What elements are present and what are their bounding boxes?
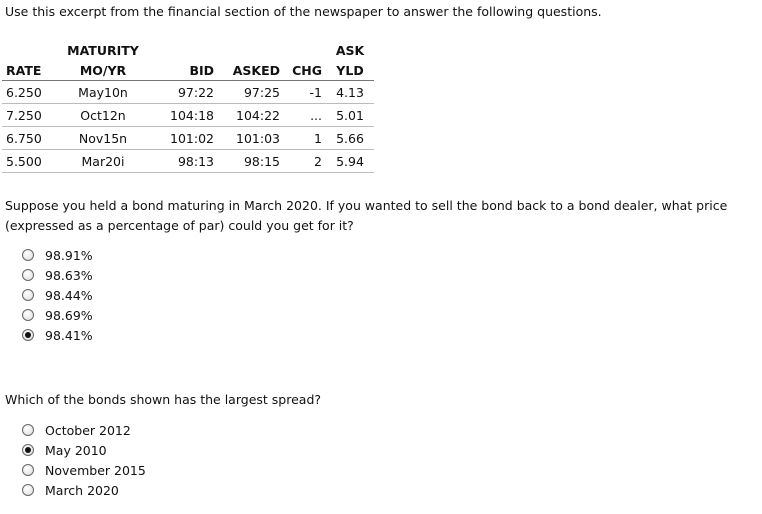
cell-bid: 101:02 [152, 127, 218, 150]
radio-button-icon[interactable] [22, 484, 34, 496]
cell-yield: 4.13 [326, 81, 374, 104]
bond-quotes-table [2, 40, 374, 173]
header-chg-top [284, 40, 326, 60]
header-chg: CHG [284, 60, 326, 81]
cell-rate: 6.750 [2, 127, 54, 150]
radio-button-icon[interactable] [22, 249, 34, 261]
question-1-option[interactable] [22, 325, 93, 345]
table-row [2, 104, 374, 127]
cell-yield: 5.66 [326, 127, 374, 150]
cell-rate: 6.250 [2, 81, 54, 104]
cell-maturity: Oct12n [54, 104, 152, 127]
question-1-option[interactable] [22, 265, 93, 285]
header-yield: YLD [326, 60, 374, 81]
cell-asked: 101:03 [218, 127, 284, 150]
option-label: 98.44% [45, 287, 93, 303]
cell-bid: 97:22 [152, 81, 218, 104]
cell-maturity: Mar20i [54, 150, 152, 173]
question-1-text: Suppose you held a bond maturing in March 2020. If you wanted to sell the bond back to a bond dealer, what price (expressed as a percentage of par) could you get for it? [5, 198, 728, 233]
radio-button-icon[interactable] [22, 269, 34, 281]
table-header-row [2, 40, 374, 60]
radio-button-icon[interactable] [22, 424, 34, 436]
header-bid: BID [152, 60, 218, 81]
question-2-option[interactable] [22, 420, 146, 440]
option-label: May 2010 [45, 442, 107, 458]
cell-rate: 7.250 [2, 104, 54, 127]
header-maturity: MO/YR [54, 60, 152, 81]
question-2-option[interactable] [22, 480, 146, 500]
cell-chg: 1 [284, 127, 326, 150]
table-row [2, 150, 374, 173]
question-2-option[interactable] [22, 440, 146, 460]
cell-bid: 98:13 [152, 150, 218, 173]
header-asked: ASKED [218, 60, 284, 81]
header-rate-top [2, 40, 54, 60]
table-row [2, 127, 374, 150]
cell-chg: -1 [284, 81, 326, 104]
cell-rate: 5.500 [2, 150, 54, 173]
option-label: March 2020 [45, 482, 119, 498]
option-label: 98.41% [45, 327, 93, 343]
question-1-options [22, 245, 93, 345]
question-2-option[interactable] [22, 460, 146, 480]
option-label: October 2012 [45, 422, 131, 438]
cell-asked: 97:25 [218, 81, 284, 104]
option-label: 98.63% [45, 267, 93, 283]
radio-button-icon[interactable] [22, 444, 34, 456]
question-2-text: Which of the bonds shown has the largest spread? [5, 392, 322, 407]
radio-button-icon[interactable] [22, 464, 34, 476]
cell-yield: 5.94 [326, 150, 374, 173]
question-1-option[interactable] [22, 305, 93, 325]
header-ask-top: ASK [335, 42, 365, 58]
header-bid-top [152, 40, 218, 60]
header-maturity-top: MATURITY [67, 42, 139, 58]
header-rate: RATE [2, 60, 54, 81]
table-header-row [2, 60, 374, 81]
question-2-options [22, 420, 146, 500]
radio-button-icon[interactable] [22, 329, 34, 341]
question-1-option[interactable] [22, 245, 93, 265]
cell-asked: 104:22 [218, 104, 284, 127]
radio-button-icon[interactable] [22, 309, 34, 321]
cell-maturity: May10n [54, 81, 152, 104]
cell-bid: 104:18 [152, 104, 218, 127]
cell-maturity: Nov15n [54, 127, 152, 150]
option-label: 98.69% [45, 307, 93, 323]
table-row [2, 81, 374, 104]
radio-button-icon[interactable] [22, 289, 34, 301]
cell-asked: 98:15 [218, 150, 284, 173]
option-label: November 2015 [45, 462, 146, 478]
cell-chg: ... [284, 104, 326, 127]
question-1-option[interactable] [22, 285, 93, 305]
option-label: 98.91% [45, 247, 93, 263]
intro-text: Use this excerpt from the financial section of the newspaper to answer the following questions. [5, 4, 602, 19]
cell-chg: 2 [284, 150, 326, 173]
header-asked-top [218, 40, 284, 60]
cell-yield: 5.01 [326, 104, 374, 127]
